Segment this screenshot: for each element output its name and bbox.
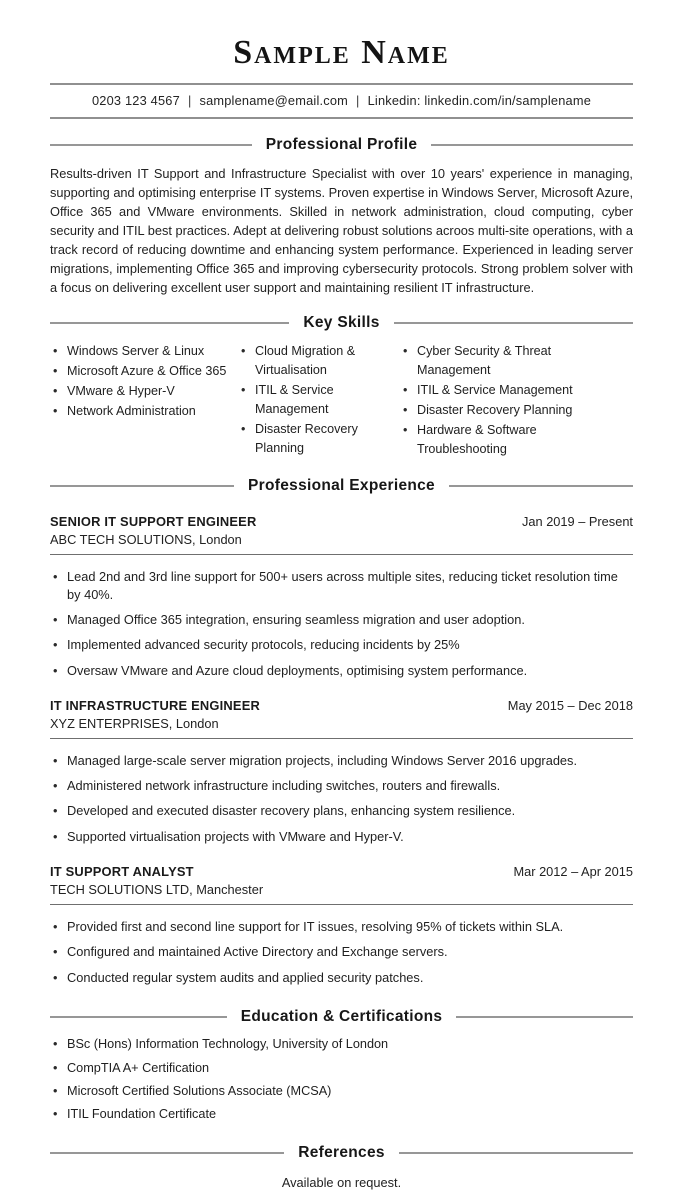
skills-column-3 [400, 342, 633, 460]
skill-item: • Disaster Recovery Planning [400, 401, 633, 420]
job-dates: Mar 2012 – Apr 2015 [513, 864, 633, 880]
education-list [50, 1036, 633, 1124]
linkedin-label: Linkedin: [367, 93, 421, 109]
job-bullet: • Developed and executed disaster recovery plans, enhancing system resilience. [50, 802, 633, 820]
skill-item: • VMware & Hyper-V [50, 382, 238, 401]
heading-line-right [456, 1016, 633, 1018]
skill-item: • Network Administration [50, 402, 238, 421]
header-rule-bottom [50, 117, 633, 119]
skill-item: • Cyber Security & Threat Management [400, 342, 633, 380]
linkedin-url: linkedin.com/in/samplename [424, 93, 592, 109]
section-references [50, 1144, 633, 1190]
contact-separator: | [356, 93, 360, 109]
education-item: • ITIL Foundation Certificate [50, 1106, 633, 1124]
education-item: • Microsoft Certified Solutions Associate (MCSA) [50, 1083, 633, 1101]
heading-line-left [50, 1152, 284, 1154]
contact-separator: | [187, 93, 192, 109]
job-bullet: • Managed Office 365 integration, ensuring seamless migration and user adoption. [50, 611, 633, 629]
phone-text: 0203 123 4567 [91, 93, 180, 109]
job-bullet: • Implemented advanced security protocols, reducing incidents by 25% [50, 636, 633, 654]
job-dates: Jan 2019 – Present [522, 514, 633, 530]
section-title: Professional Experience [248, 477, 435, 495]
references-text: Available on request. [281, 1174, 402, 1190]
email-text: samplename@email.com [199, 93, 349, 109]
job-company: TECH SOLUTIONS LTD, Manchester [50, 882, 264, 898]
job-bullet-list [50, 752, 633, 845]
job-header [50, 698, 633, 713]
section-experience [50, 477, 633, 986]
job-company: ABC TECH SOLUTIONS, London [50, 532, 242, 548]
skill-item: • ITIL & Service Management [400, 381, 633, 400]
profile-paragraph: Results-driven IT Support and Infrastructure Specialist with over 10 years' experience in managing, supporting and optimising enterprise IT systems. Proven expertise in Windows Server, Microsoft Azure, Office 365 and VMware environments. Skilled in network administration, cloud computing, cyber security and ITIL best practices. Adept at delivering robust solutions acroos multi-site operations, with a track record of reducing downtime and enhancing system performance. Experienced in leading server migrations, implementing Office 365 and improving cybersecurity protocols. Strong problem solver with a focus on delivering excellent user support and maintaining resilient IT infrastructure. [50, 166, 633, 296]
section-heading-references [50, 1144, 633, 1162]
skill-item: • Disaster Recovery Planning [238, 420, 400, 458]
skill-item: • Microsoft Azure & Office 365 [50, 362, 238, 381]
job-entry-2 [50, 698, 633, 845]
heading-line-right [399, 1152, 633, 1154]
job-bullet: • Provided first and second line support for IT issues, resolving 95% of tickets within SLA. [50, 918, 633, 936]
job-dates: May 2015 – Dec 2018 [507, 698, 633, 714]
job-header [50, 514, 633, 529]
job-bullet: • Oversaw VMware and Azure cloud deployments, optimising system performance. [50, 662, 633, 680]
skill-item: • Windows Server & Linux [50, 342, 238, 361]
skill-item: • Hardware & Software Troubleshooting [400, 421, 633, 459]
skills-grid [50, 342, 633, 460]
job-role: IT SUPPORT ANALYST [50, 864, 194, 880]
job-bullet: • Administered network infrastructure including switches, routers and firewalls. [50, 777, 633, 795]
heading-line-left [50, 1016, 227, 1018]
job-header [50, 864, 633, 879]
job-role: IT INFRASTRUCTURE ENGINEER [50, 698, 261, 714]
heading-line-left [50, 322, 289, 324]
heading-line-right [394, 322, 633, 324]
skills-column-2 [238, 342, 400, 460]
job-bullet: • Managed large-scale server migration projects, including Windows Server 2016 upgrades. [50, 752, 633, 770]
job-company: XYZ ENTERPRISES, London [50, 716, 219, 732]
section-education [50, 1008, 633, 1124]
job-bullet: • Lead 2nd and 3rd line support for 500+ users across multiple sites, reducing ticket resolution time by 40%. [50, 568, 633, 603]
job-bullet: • Supported virtualisation projects with VMware and Hyper-V. [50, 828, 633, 846]
skills-column-1 [50, 342, 238, 460]
contact-line [50, 85, 633, 117]
skill-item: • Cloud Migration & Virtualisation [238, 342, 400, 380]
section-title: References [298, 1143, 385, 1161]
section-profile [50, 136, 633, 297]
education-item: • CompTIA A+ Certification [50, 1060, 633, 1078]
job-bullet: • Configured and maintained Active Directory and Exchange servers. [50, 943, 633, 961]
heading-line-left [50, 485, 234, 487]
job-role: SENIOR IT SUPPORT ENGINEER [50, 514, 257, 530]
section-heading-skills [50, 314, 633, 332]
job-divider [50, 904, 633, 905]
heading-line-right [431, 144, 633, 146]
section-heading-experience [50, 477, 633, 495]
education-item: • BSc (Hons) Information Technology, University of London [50, 1036, 633, 1054]
job-divider [50, 738, 633, 739]
section-title: Professional Profile [265, 136, 418, 154]
section-title: Education & Certifications [240, 1008, 443, 1026]
section-title: Key Skills [303, 314, 380, 332]
heading-line-right [449, 485, 633, 487]
resume-header [50, 34, 633, 119]
job-bullet-list [50, 918, 633, 986]
job-entry-1 [50, 514, 633, 679]
skill-item: • ITIL & Service Management [238, 381, 400, 419]
heading-line-left [50, 144, 252, 146]
candidate-name: Sample Name [233, 34, 450, 71]
section-key-skills [50, 314, 633, 460]
job-entry-3 [50, 864, 633, 986]
job-bullet: • Conducted regular system audits and applied security patches. [50, 969, 633, 987]
job-bullet-list [50, 568, 633, 679]
job-divider [50, 554, 633, 555]
section-heading-profile [50, 136, 633, 154]
